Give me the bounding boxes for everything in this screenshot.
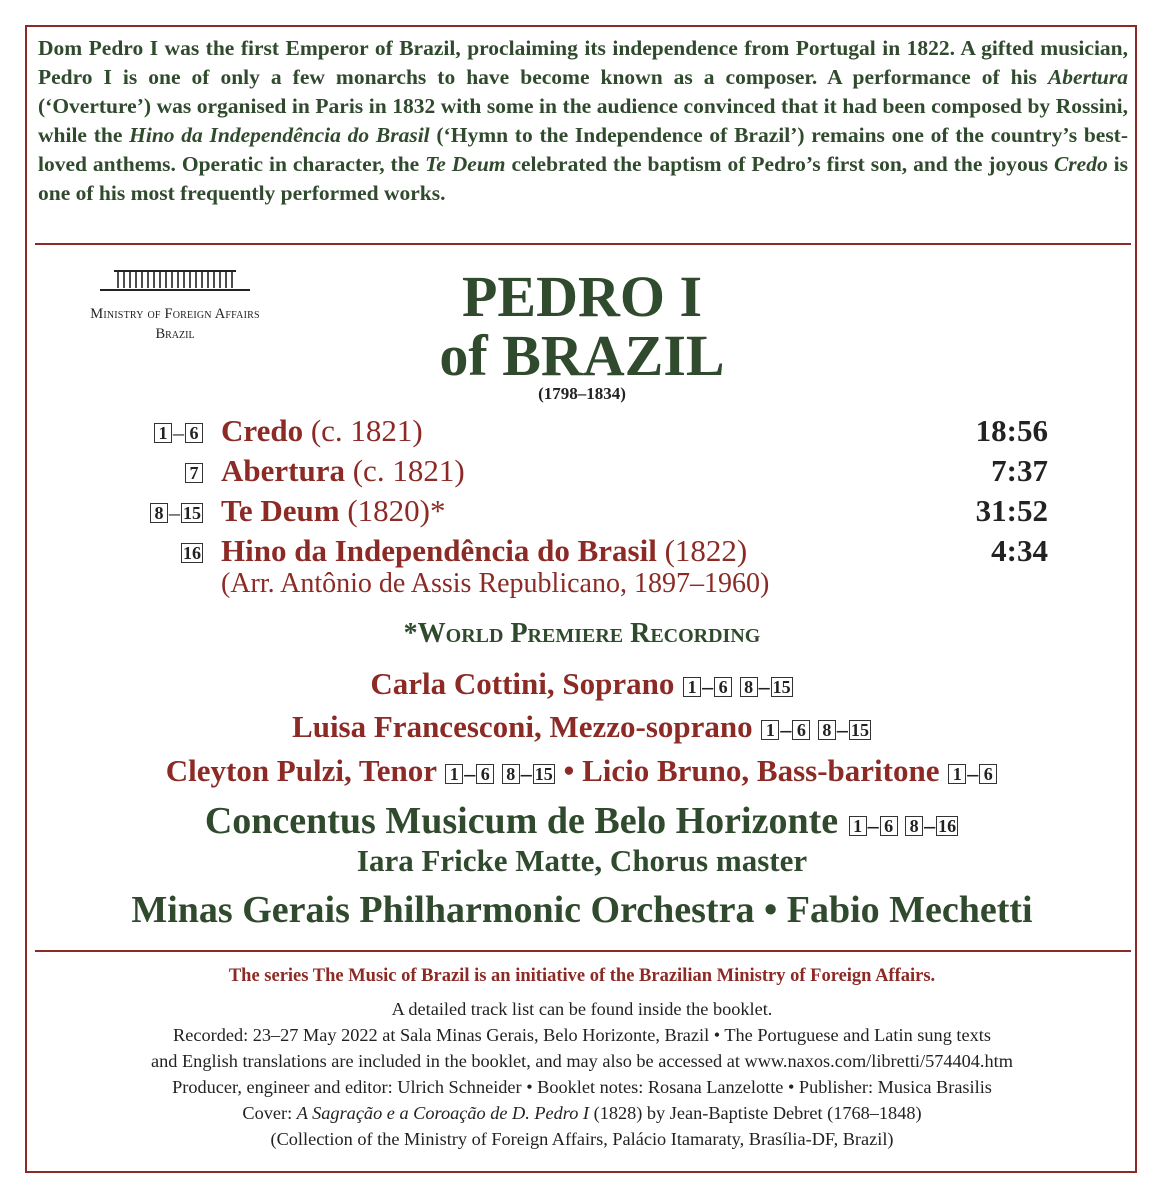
- intro-text: celebrated the baptism of Pedro’s first son, and the joyous: [505, 152, 1054, 176]
- track-range-separator: –: [758, 674, 770, 699]
- credits-info: Producer, engineer and editor: Ulrich Schneider • Booklet notes: Rosana Lanzelotte • Publisher: Musica Brasilis: [172, 1077, 992, 1097]
- track-range-separator: –: [464, 761, 476, 786]
- track-duration: 18:56: [975, 413, 1048, 448]
- translations-info: and English translations are included in the booklet, and may also be accessed at www.naxos.com/libretti/574404.htm: [151, 1051, 1013, 1071]
- intro-text: is one of his most frequently performed works.: [38, 152, 1128, 205]
- track-numbers: [149, 500, 204, 526]
- track-number-box: 6: [880, 816, 898, 836]
- track-number-box: 6: [476, 764, 494, 784]
- track-duration: 7:37: [991, 453, 1048, 488]
- bottom-divider: [35, 950, 1131, 952]
- track-range-separator: –: [520, 761, 532, 786]
- track-range-separator: –: [924, 813, 936, 838]
- track-number-box: 6: [792, 720, 810, 740]
- track-number-box: 16: [938, 816, 957, 836]
- track-number-box: 15: [772, 677, 791, 697]
- track-number-box: 8: [150, 503, 168, 523]
- track-number-box: 1: [154, 423, 172, 443]
- series-statement: The series The Music of Brazil is an initiative of the Brazilian Ministry of Foreign Affairs.: [228, 966, 936, 986]
- intro-italic-title: Te Deum: [425, 152, 506, 176]
- recording-info: Recorded: 23–27 May 2022 at Sala Minas Gerais, Belo Horizonte, Brazil • The Portuguese and Latin sung texts: [173, 1025, 991, 1045]
- track-number-box: 1: [849, 816, 867, 836]
- intro-text: (‘Hymn to the Independence of Brazil’) remains one of the country’s best-loved anthems. Operatic in character, the: [38, 123, 1129, 176]
- work-title: Credo (c. 1821): [221, 413, 423, 448]
- intro-text: (‘Overture’) was organised in Paris in 1832 with some in the audience convinced that it had been composed by Rossini, while the: [38, 94, 1128, 147]
- work-title: Abertura (c. 1821): [221, 453, 465, 488]
- chorus-master: Iara Fricke Matte, Chorus master: [356, 843, 808, 878]
- track-range-separator: [899, 813, 905, 838]
- track-row: [0, 453, 1164, 493]
- track-number-box: 16: [182, 543, 201, 563]
- performer-soprano: Carla Cottini, Soprano 1 – 6 8 – 15: [370, 666, 791, 701]
- track-range-separator: –: [702, 674, 714, 699]
- choir: Concentus Musicum de Belo Horizonte 1 – 6 8 – 16: [204, 800, 957, 842]
- track-number-box: 7: [185, 463, 203, 483]
- track-range-separator: –: [168, 500, 180, 525]
- track-numbers: [153, 420, 204, 446]
- track-number-box: 1: [445, 764, 463, 784]
- track-numbers: [180, 540, 204, 566]
- track-numbers: [184, 460, 204, 486]
- performer-tenor-bass: Cleyton Pulzi, Tenor 1 – 6 8 – 15 • Licio Bruno, Bass-baritone 1 – 6: [0, 753, 1164, 789]
- intro-text: Dom Pedro I was the first Emperor of Brazil, proclaiming its independence from Portugal in 1822. A gifted musician, Pedro I is one of only a few monarchs to have become known as a composer. A performance of his: [38, 36, 1128, 89]
- world-premiere-note: *World Premiere Recording: [403, 618, 761, 649]
- arrangement-note: (Arr. Antônio de Assis Republicano, 1897–1960): [221, 568, 770, 599]
- work-title: Hino da Independência do Brasil (1822): [221, 533, 748, 568]
- track-number-box: 15: [534, 764, 553, 784]
- track-number-box: 8: [818, 720, 836, 740]
- track-range-separator: –: [780, 717, 792, 742]
- track-range-separator: –: [836, 717, 848, 742]
- track-range-separator: –: [173, 420, 184, 445]
- track-row: [0, 533, 1164, 573]
- track-row: [0, 493, 1164, 533]
- orchestra-conductor: Minas Gerais Philharmonic Orchestra • Fabio Mechetti: [131, 889, 1033, 931]
- track-range-separator: [495, 761, 501, 786]
- track-number-box: 15: [182, 503, 201, 523]
- track-number-box: 6: [714, 677, 732, 697]
- composer-name: PEDRO I: [461, 264, 703, 329]
- track-duration: 4:34: [991, 533, 1048, 568]
- ministry-logo: [55, 268, 295, 343]
- track-range-separator: –: [967, 761, 979, 786]
- composer-country: of BRAZIL: [439, 323, 725, 388]
- intro-italic-title: Credo: [1053, 152, 1108, 176]
- track-number-box: 6: [979, 764, 997, 784]
- intro-paragraph: [38, 34, 1128, 208]
- track-number-box: 15: [850, 720, 869, 740]
- track-number-box: 6: [185, 423, 203, 443]
- intro-italic-title: Abertura: [1047, 65, 1128, 89]
- track-number-box: 1: [948, 764, 966, 784]
- track-range-separator: [811, 717, 817, 742]
- track-number-box: 8: [905, 816, 923, 836]
- track-row: [0, 413, 1164, 453]
- performer-mezzo: Luisa Francesconi, Mezzo-soprano 1 – 6 8 – 15: [292, 709, 869, 744]
- logo-country-text: Brazil: [155, 326, 195, 342]
- composer-dates: (1798–1834): [538, 384, 626, 403]
- track-range-separator: –: [867, 813, 879, 838]
- logo-ministry-text: Ministry of Foreign Affairs: [90, 306, 260, 322]
- tracklist-note: A detailed track list can be found inside the booklet.: [391, 999, 773, 1019]
- itamaraty-palace-icon: [100, 268, 250, 294]
- cover-credit: Cover: A Sagração e a Coroação de D. Pedro I (1828) by Jean-Baptiste Debret (1768–1848): [242, 1103, 922, 1123]
- track-number-box: 8: [740, 677, 758, 697]
- intro-italic-title: Hino da Independência do Brasil: [129, 123, 430, 147]
- track-range-separator: [733, 674, 739, 699]
- collection-credit: (Collection of the Ministry of Foreign Affairs, Palácio Itamaraty, Brasília-DF, Brazil): [270, 1129, 894, 1149]
- track-number-box: 1: [761, 720, 779, 740]
- track-duration: 31:52: [975, 493, 1048, 528]
- track-number-box: 1: [683, 677, 701, 697]
- track-number-box: 8: [502, 764, 520, 784]
- top-divider: [35, 243, 1131, 245]
- work-title: Te Deum (1820)*: [221, 493, 446, 528]
